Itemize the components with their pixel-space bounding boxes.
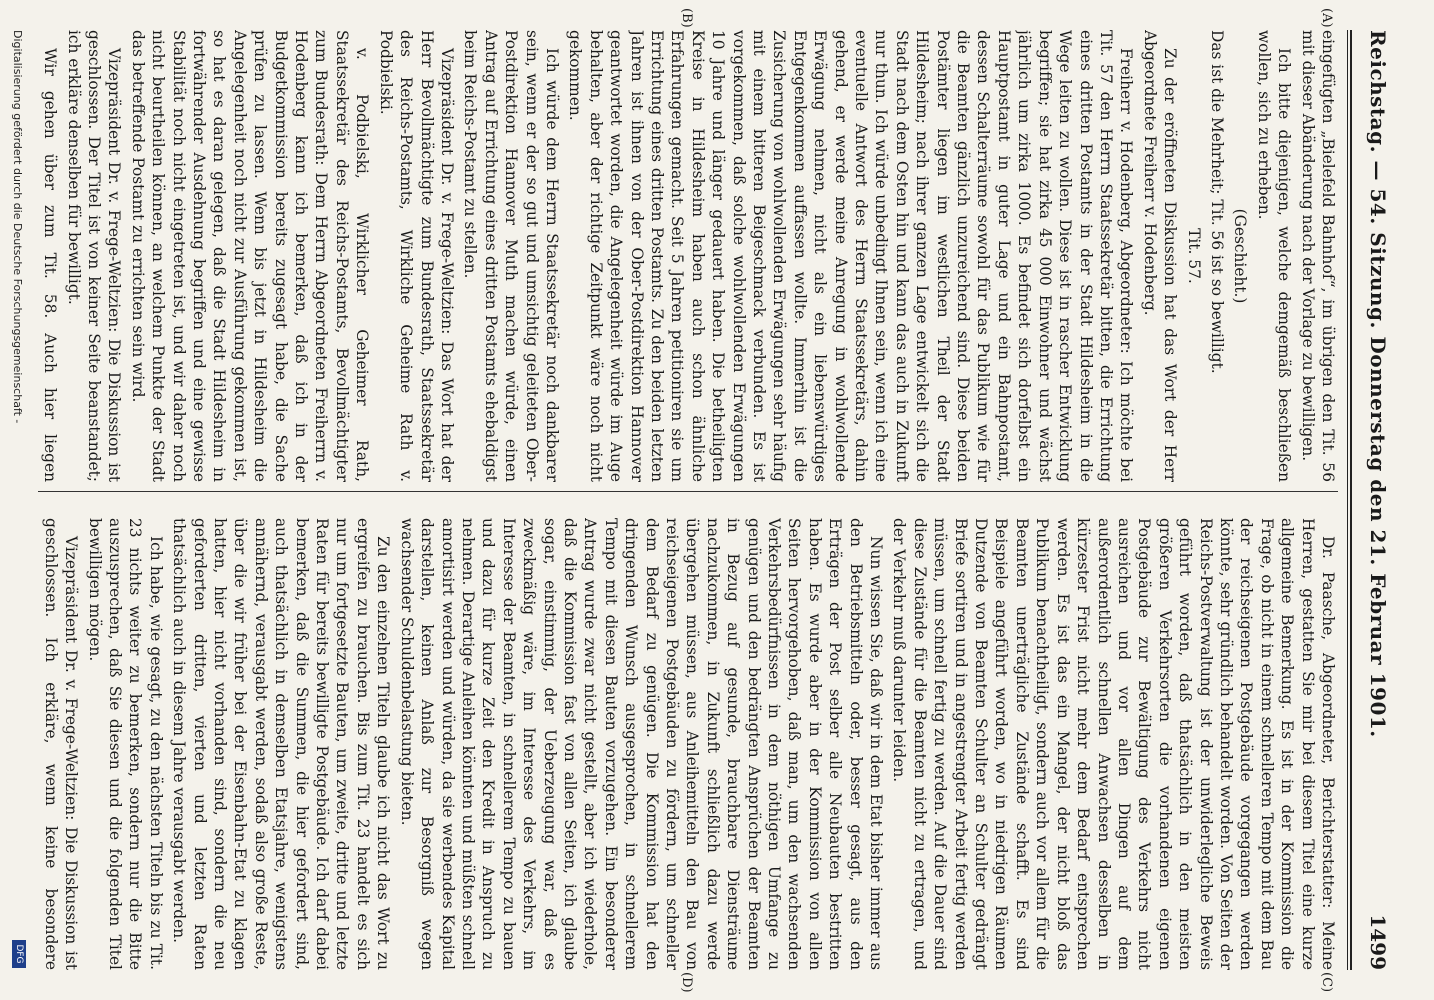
header-rule xyxy=(1350,30,1352,970)
paragraph: Dr. Paasche, Abgeordneter, Berichterstatter: Meine Herren, gestatten Sie mir bei diesem Titel eine kurze allgemeine Bemerkung. Es ist in der Kommission die Frage, ob nicht in einem schnelleren Tempo mit dem Bau der reichseigenen Postgebäude vorgegangen werden könnte, sehr gründlich behandelt worden. Von Seiten der Reichs-Postverwaltung ist der unwiderlegliche Beweis geführt worden, daß thatsächlich in den meisten größeren Verkehrsorten die vorhandenen eigenen Postgebäude zur Bewältigung des Verkehrs nicht ausreichen und vor allen Dingen auf dem außerordentlich schnellen Anwachsen desselben in kürzester Frist nicht mehr dem Bedarf entsprechen werden. Es ist das ein Mangel, der nicht bloß das Publikum benachtheiligt, sondern auch vor allem für die Beamten unerträgliche Zustände schafft. Es sind Beispiele angeführt worden, wo in niedrigen Räumen Dutzende von Beamten Schulter an Schulter gedrängt Briefe sortiren und in angestrengter Arbeit fertig werden müssen, um schnell fertig zu werden. Auf die Dauer sind diese Zustände für die Beamten nicht zu ertragen, und der Verkehr muß darunter leiden. xyxy=(890,518,1337,970)
running-title: Reichstag. — 54. Sitzung. Donnerstag den 21. Februar 1901. xyxy=(1366,30,1390,738)
paragraph: Ich bitte diejenigen, welche demgemäß beschließen wollen, sich zu erheben. xyxy=(1254,30,1294,482)
paragraph: v. Podbielski, Wirklicher Geheimer Rath, Staatssekretär des Reichs-Postamts, Bevollmächtigter zum Bundesrath: Dem Herrn Abgeordneten Freiherrn v. Hodenberg kann ich bemerken, daß ich in der Budgetkommission bereits zugesagt habe, die Sache prüfen zu lassen. Wenn bis jetzt in Hildesheim die Angelegenheit noch nicht zur Ausführung gekommen ist, so hat es daran gelegen, daß die Stadt Hildesheim in fortwährender Ausdehnung begriffen und eine gewisse Stabilität noch nicht eingetreten ist, und wir daher noch nicht beurtheilen können, an welchem Punkte der Stadt das betreffende Postamt zu errichten sein wird. xyxy=(128,30,372,482)
paragraph: eingefügten „Bielefeld Bahnhof“, im übrigen den Tit. 56 mit dieser Abänderung nach der Vorlage zu bewilligen. xyxy=(1298,30,1337,482)
margin-marker-a: (A) xyxy=(1319,8,1334,28)
dfg-logo: DFG xyxy=(12,940,26,968)
page-number: 1499 xyxy=(1366,914,1390,970)
paragraph: Tit. 57. xyxy=(1184,228,1203,284)
margin-marker-c: (C) xyxy=(1319,972,1334,993)
paragraph: Vizepräsident Dr. v. Frege-Weltzien: Das Wort hat der Herr Bevollmächtigte zum Bundesrath, Staatssekretär des Reichs-Postamts, Wirkliche Geheime Rath v. Podbielski. xyxy=(376,30,456,482)
column-divider xyxy=(38,491,1338,492)
paragraph: (Geschieht.) xyxy=(1231,208,1250,304)
paragraph: Vizepräsident Dr. v. Frege-Weltzien: Die Diskussion ist geschlossen. Ich erkläre, wenn keine besondere xyxy=(41,518,81,970)
paragraph: Ich habe, wie gesagt, zu den nächsten Titeln bis zu Tit. 23 nichts weiter zu bemerken, sondern nur die Bitte auszusprechen, daß Sie diesen und die folgenden Titel bewilligen mögen. xyxy=(85,518,165,970)
margin-marker-d: (D) xyxy=(679,972,694,993)
paragraph: Wir gehen über zum Tit. 58. Auch hier liegen xyxy=(41,48,60,482)
paragraph: Vizepräsident Dr. v. Frege-Weltzien: Die Diskussion ist geschlossen. Der Titel ist von keiner Seite beanstandet; ich erkläre denselben für bewilligt. xyxy=(64,30,124,482)
margin-marker-b: (B) xyxy=(679,8,694,28)
page-header xyxy=(1354,30,1394,970)
paragraph: Zu der eröffneten Diskussion hat das Wort der Herr Abgeordnete Freiherr v. Hodenberg. xyxy=(1140,30,1180,482)
paragraph: Nun wissen Sie, daß wir in dem Etat bisher immer aus den Betriebsmitteln oder, besser gesagt, aus den Erträgen der Post selber alle Neubauten bestritten haben. Es wurde aber in der Kommission von allen Seiten hervorgehoben, daß man, um den wachsenden Verkehrsbedürfnissen in dem nöthigen Umfange zu genügen und den bedrängten Ansprüchen der Beamten in Bezug auf gesunde, brauchbare Diensträume nachzukommen, in Zukunft schließlich dazu werde übergehen müssen, aus Anleihemitteln den Bau von reichseigenen Postgebäuden zu fördern, um schneller dem Bedarf zu genügen. Die Kommission hat den dringenden Wunsch ausgesprochen, in schnellerem Tempo mit diesen Bauten vorzugehen. Ein besonderer Antrag wurde zwar nicht gestellt, aber ich wiederhole, daß die Kommission fast von allen Seiten, ich glaube sogar, einstimmig, der Ueberzeugung war, daß es zweckmäßig wäre, im Interesse des Verkehrs, im Interesse der Beamten, in schnellerem Tempo zu bauen und dazu für kurze Zeit den Kredit in Anspruch zu nehmen. Derartige Anleihen könnten und müßten schnell amortisirt werden und würden, da sie werbendes Kapital darstellen, keinen Anlaß zur Besorgniß wegen wachsender Schuldenbelastung bieten. xyxy=(397,518,886,970)
paragraph: Ich würde dem Herrn Staatssekretär noch dankbarer sein, wenn er der so gut und umsichtig geleiteten Ober-Postdirektion Hannover Muth machen würde, einen Antrag auf Errichtung eines dritten Postamts ehebaldigst beim Reichs-Postamt zu stellen. xyxy=(461,30,561,482)
right-text-column xyxy=(38,518,1338,970)
header-rule-thin xyxy=(1347,30,1348,970)
digitization-note: Digitalisierung gefördert durch die Deutsche Forschungsgemeinschaft - xyxy=(11,30,24,424)
paragraph: Das ist die Mehrheit; Tit. 56 ist so bewilligt. xyxy=(1207,30,1226,374)
left-text-column xyxy=(38,30,1338,482)
paragraph: Zu den einzelnen Titeln glaube ich nicht das Wort zu ergreifen zu brauchen. Bis zum Tit. 23 handelt es sich nur um fortgesetzte Bauten, um zweite, dritte und letzte Raten für bereits bewilligte Postgebäude. Ich darf dabei bemerken, daß die Summen, die hier gefordert sind, auch thatsächlich in demselben Etatsjahre, wenigstens annähernd, verausgabt werden, sodaß also große Reste, über die wir früher bei der Eisenbahn-Etat zu klagen hatten, hier nicht vorhanden sind, sondern die neu geforderten dritten, vierten und letzten Raten thatsächlich auch in diesem Jahre verausgabt werden. xyxy=(170,518,393,970)
paragraph: Freiherr v. Hodenberg, Abgeordneter: Ich möchte bei Tit. 57 den Herrn Staatssekretär bitten, die Errichtung eines dritten Postamts in der Stadt Hildesheim in die Wege leiten zu wollen. Diese ist in rascher Entwicklung begriffen; sie hat zirka 45 000 Einwohner und wächst jährlich um zirka 1000. Es befindet sich dorfelbst ein Hauptpostamt in guter Lage und ein Bahnpostamt, dessen Schalterräume sowohl für das Publikum wie für die Beamten gänzlich unzureichend sind. Diese beiden Postämter liegen im westlichen Theil der Stadt Hildesheim; nach ihrer ganzen Lage entwickelt sich die Stadt nach dem Osten hin und kann das auch in Zukunft nur thun. Ich würde unbedingt Ihnen sein, wenn ich eine eventuelle Antwort des Herrn Staatssekretärs, dahin gehend, er werde meine Anregung in wohlwollende Erwägung nehmen, nicht als ein liebenswürdiges Entgegenkommen auffassen wollte. Immerhin ist die Zusicherung von wohlwollenden Erwägungen sehr häufig mit einem bitteren Beigeschmack verbunden. Es ist vorgekommen, daß solche wohlwollenden Erwägungen 10 Jahre und länger gedauert haben. Die betheiligten Kreise in Hildesheim haben auch schon ähnliche Erfahrungen gemacht. Seit 5 Jahren petitioniren sie um Errichtung eines dritten Postamts. Zu den beiden letzten Jahren ist ihnen von der Ober-Postdirektion Hannover geantwortet worden, die Angelegenheit würde im Auge behalten, aber der richtige Zeitpunkt wäre noch nicht gekommen. xyxy=(566,30,1136,482)
